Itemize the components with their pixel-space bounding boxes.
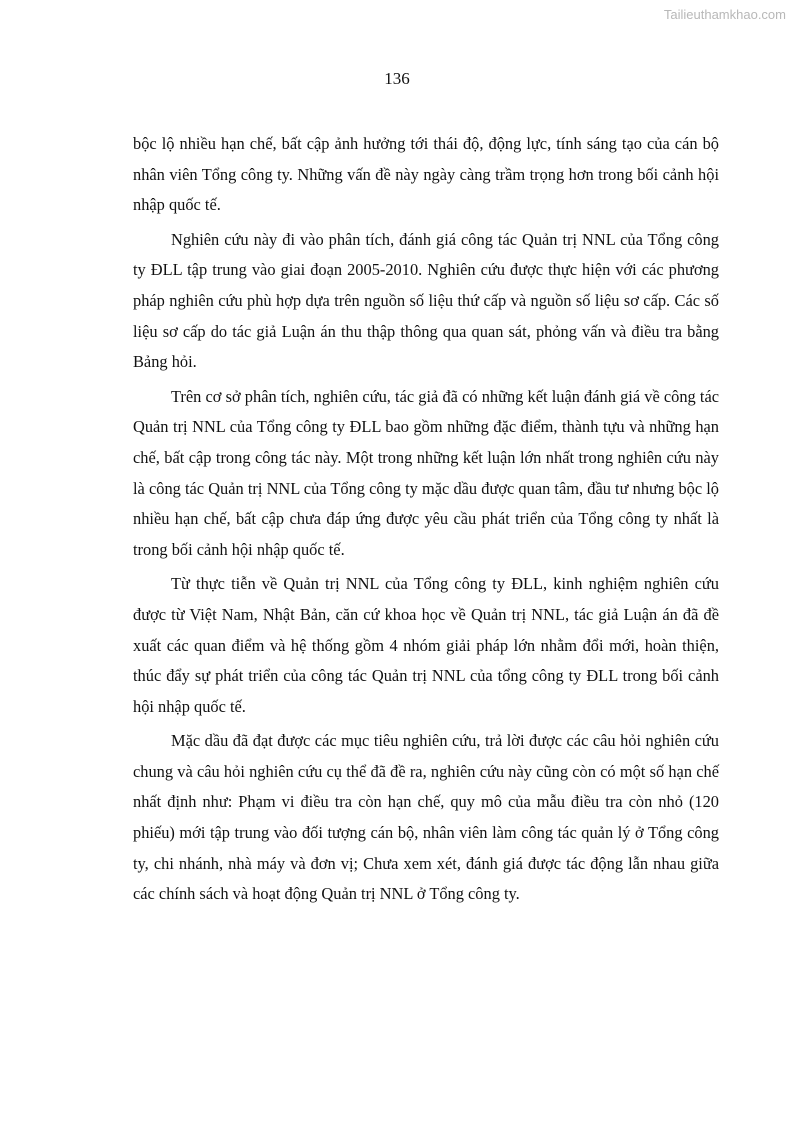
paragraph-proposals: Từ thực tiễn về Quản trị NNL của Tổng công ty ĐLL, kinh nghiệm nghiên cứu được từ Việt Nam, Nhật Bản, căn cứ khoa học về Quản trị NNL, tác giả Luận án đã đề xuất các quan điểm và hệ thống gồm 4 nhóm giải pháp lớn nhằm đổi mới, hoàn thiện, thúc đẩy sự phát triển của công tác Quản trị NNL của tổng công ty ĐLL trong bối cảnh hội nhập quốc tế. [133,574,719,716]
watermark: Tailieuthamkhao.com [663,7,786,22]
paragraph-conclusions: Trên cơ sở phân tích, nghiên cứu, tác giả đã có những kết luận đánh giá về công tác Quản trị NNL của Tổng công ty ĐLL bao gồm những đặc điểm, thành tựu và những hạn chế, bất cập trong công tác này. Một trong những kết luận lớn nhất trong nghiên cứu này là công tác Quản trị NNL của Tổng công ty mặc dầu được quan tâm, đầu tư nhưng bộc lộ nhiều hạn chế, bất cập chưa đáp ứng được yêu cầu phát triển của Tổng công ty nhất là trong bối cảnh hội nhập quốc tế. [133,386,719,559]
paragraph-continuation: bộc lộ nhiều hạn chế, bất cập ảnh hưởng tới thái độ, động lực, tính sáng tạo của cán bộ nhân viên Tổng công ty. Những vấn đề này ngày càng trầm trọng hơn trong bối cảnh hội nhập quốc tế. [133,134,719,215]
paragraph-research-scope: Nghiên cứu này đi vào phân tích, đánh giá công tác Quản trị NNL của Tổng công ty ĐLL tập trung vào giai đoạn 2005-2010. Nghiên cứu được thực hiện với các phương pháp nghiên cứu phù hợp dựa trên nguồn số liệu thứ cấp và nguồn số liệu sơ cấp. Các số liệu sơ cấp do tác giả Luận án thu thập thông qua quan sát, phỏng vấn và điều tra bằng Bảng hỏi. [133,229,719,372]
paragraph-limitations: Mặc dầu đã đạt được các mục tiêu nghiên cứu, trả lời được các câu hỏi nghiên cứu chung và câu hỏi nghiên cứu cụ thể đã đề ra, nghiên cứu này cũng còn có một số hạn chế nhất định như: Phạm vi điều tra còn hạn chế, quy mô của mẫu điều tra còn nhỏ (120 phiếu) mới tập trung vào đối tượng cán bộ, nhân viên làm công tác quản lý ở Tổng công ty, chi nhánh, nhà máy và đơn vị; Chưa xem xét, đánh giá được tác động lẫn nhau giữa các chính sách và hoạt động Quản trị NNL ở Tổng công ty. [133,731,719,904]
page-number: 136 [384,69,410,88]
document-body [133,129,719,914]
